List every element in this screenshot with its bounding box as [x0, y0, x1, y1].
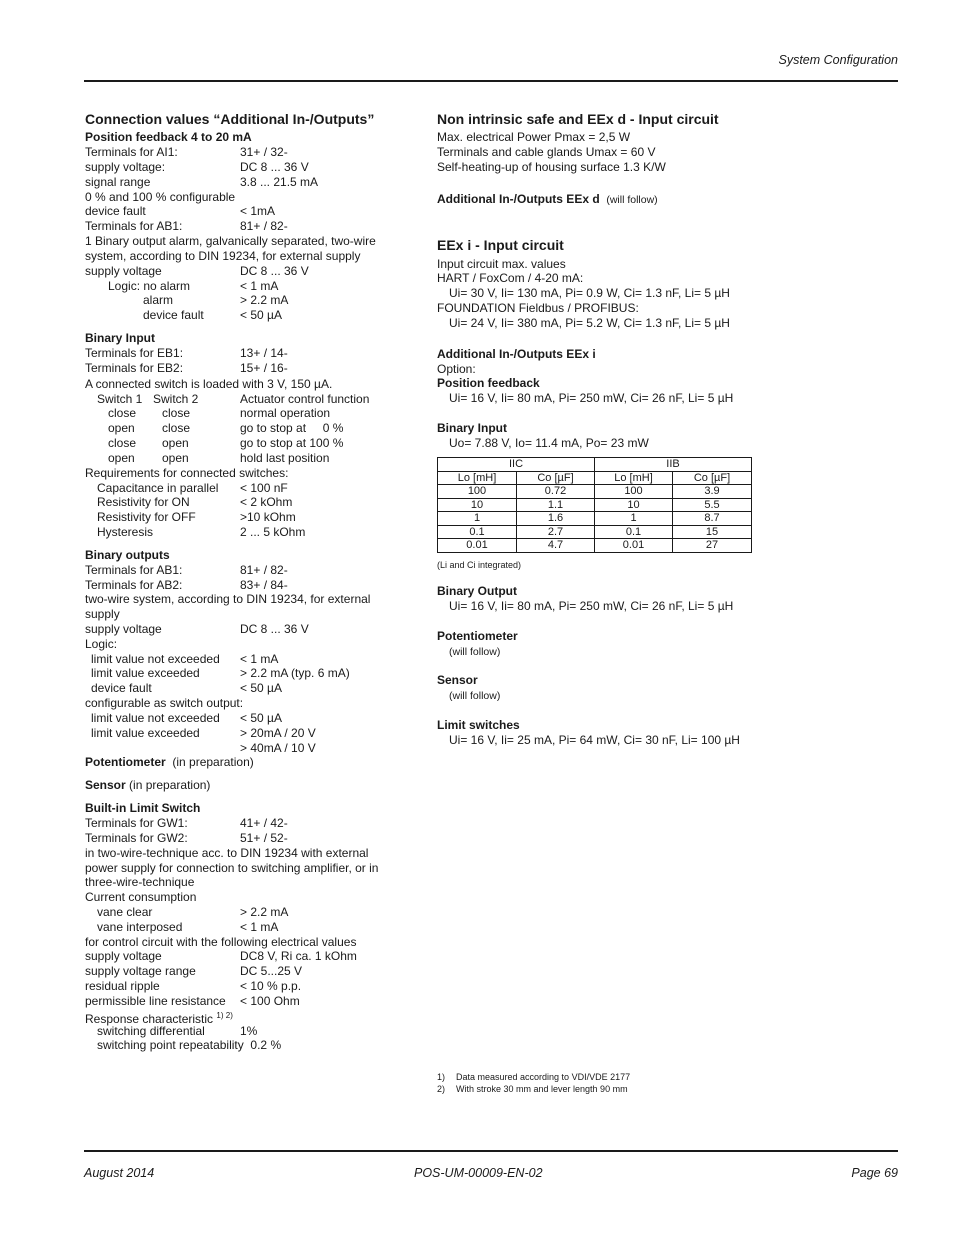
group-iib: IIB [595, 458, 752, 472]
bo-desc-line1: two-wire system, according to DIN 19234, for external [85, 592, 371, 606]
footnote-2-mark: 2) [437, 1084, 446, 1094]
vi-label: vane interposed [97, 920, 183, 934]
table-cell: 27 [673, 539, 752, 553]
sensor-heading: Sensor [437, 673, 478, 687]
switch-loaded-line: A connected switch is loaded with 3 V, 150 µA. [85, 377, 333, 391]
table-cell: 8.7 [673, 512, 752, 526]
switch-row-cell: open [162, 436, 189, 450]
gw-desc-line1: in two-wire-technique acc. to DIN 19234 with external [85, 846, 369, 860]
bo-sw-exc-label: limit value exceeded [91, 726, 200, 740]
table-header: Lo [mH] [438, 471, 517, 485]
bo-switch-conf: configurable as switch output: [85, 696, 244, 710]
req-heading: Requirements for connected switches: [85, 466, 289, 480]
bi-heading: Binary Input [437, 421, 508, 435]
switch-row-cell: open [162, 451, 189, 465]
devfault-label: device fault [143, 308, 204, 322]
bo-sw-not-label: limit value not exceeded [91, 711, 220, 725]
bo-lv-not-label: limit value not exceeded [91, 652, 220, 666]
ls-sv-label: supply voltage [85, 949, 162, 963]
footer-page-number: Page 69 [851, 1166, 898, 1180]
ls-svr-value: DC 5...25 V [240, 964, 303, 978]
potentiometer-label: Potentiometer [85, 755, 166, 769]
df-label: device fault [85, 204, 146, 218]
eb1-label: Terminals for EB1: [85, 346, 184, 360]
table-cell: 100 [595, 485, 673, 499]
resp-label: Response characteristic [85, 1012, 214, 1026]
footnote-1-mark: 1) [437, 1072, 446, 1082]
alarm-label: alarm [143, 293, 174, 307]
sv1-label: supply voltage: [85, 160, 166, 174]
table-row [438, 485, 752, 499]
bo-sw-not-value: < 50 µA [240, 711, 282, 725]
req-label: Resistivity for ON [97, 495, 190, 509]
req-value: 2 ... 5 kOhm [240, 525, 306, 539]
aio-eexd-heading: Additional In-/Outputs EEx d [437, 192, 600, 206]
eexi-line5: Ui= 24 V, Ii= 380 mA, Pi= 5.2 W, Ci= 1.3 nF, Li= 5 µH [449, 316, 730, 330]
bi-values: Uo= 7.88 V, Io= 11.4 mA, Po= 23 mW [449, 436, 649, 450]
aio-eexd-line [437, 192, 658, 208]
footer-date: August 2014 [84, 1166, 155, 1180]
table-row [438, 498, 752, 512]
eb2-value: 15+ / 16- [240, 361, 288, 375]
sensor-note: (in preparation) [129, 778, 211, 792]
table-cell: 1.6 [517, 512, 595, 526]
gw1-value: 41+ / 42- [240, 816, 288, 830]
limit-switch-heading: Built-in Limit Switch [85, 801, 201, 815]
footer-doc-id: POS-UM-00009-EN-02 [414, 1166, 543, 1180]
gw1-label: Terminals for GW1: [85, 816, 188, 830]
bo-sv-label: supply voltage [85, 622, 162, 636]
bo-ab1-label: Terminals for AB1: [85, 563, 183, 577]
sensor-note: (will follow) [449, 690, 501, 702]
ls-values: Ui= 16 V, Ii= 25 mA, Pi= 64 mW, Ci= 30 nF, Li= 100 µH [449, 733, 740, 747]
table-cell: 1 [438, 512, 517, 526]
ls-rr-value: < 10 % p.p. [240, 979, 302, 993]
table-row [438, 539, 752, 553]
bo-values: Ui= 16 V, Ii= 80 mA, Pi= 250 mW, Ci= 26 nF, Li= 5 µH [449, 599, 734, 613]
cc-heading: Current consumption [85, 890, 197, 904]
conf-line: 0 % and 100 % configurable [85, 190, 236, 204]
nis-heading: Non intrinsic safe and EEx d - Input circuit [437, 111, 719, 127]
switch-row-cell: open [108, 451, 135, 465]
req-value: >10 kOhm [240, 510, 296, 524]
gw-desc-line3: three-wire-technique [85, 875, 195, 889]
switch-row-cell: go to stop at 100 % [240, 436, 344, 450]
switch-row-cell: normal operation [240, 406, 331, 420]
req-label: Resistivity for OFF [97, 510, 196, 524]
table-cell: 1 [595, 512, 673, 526]
binary-input-heading: Binary Input [85, 331, 156, 345]
bottom-rule [84, 1150, 898, 1152]
bo-desc-line2: supply [85, 607, 120, 621]
group-iic: IIC [438, 458, 595, 472]
spr-value: 0.2 % [250, 1038, 282, 1052]
req-value: < 100 nF [240, 481, 288, 495]
ai1-label: Terminals for AI1: [85, 145, 178, 159]
switch-row-cell: go to stop at 0 % [240, 421, 344, 435]
nis-line3: Self-heating-up of housing surface 1.3 K/W [437, 160, 666, 174]
bin-alarm-line1: 1 Binary output alarm, galvanically separated, two-wire [85, 234, 376, 248]
vi-value: < 1 mA [240, 920, 279, 934]
sd-label: switching differential [97, 1024, 205, 1038]
switch2-header: Switch 2 [153, 392, 199, 406]
lc-table-wrap [437, 457, 752, 553]
eb2-label: Terminals for EB2: [85, 361, 184, 375]
eb1-value: 13+ / 14- [240, 346, 288, 360]
ls-rr-label: residual ripple [85, 979, 160, 993]
spr-label: switching point repeatability [97, 1038, 244, 1052]
ab1-value: 81+ / 82- [240, 219, 288, 233]
left-column [85, 0, 415, 1235]
switch-row-cell: close [108, 436, 137, 450]
nis-line2: Terminals and cable glands Umax = 60 V [437, 145, 656, 159]
ls-sv-value: DC8 V, Ri ca. 1 kOhm [240, 949, 357, 963]
alarm-value: > 2.2 mA [240, 293, 289, 307]
eexi-heading: EEx i - Input circuit [437, 237, 564, 253]
devfault-value: < 50 µA [240, 308, 282, 322]
bo-df-value: < 50 µA [240, 681, 282, 695]
eexi-line1: Input circuit max. values [437, 257, 566, 271]
pos-feedback-heading: Position feedback 4 to 20 mA [85, 130, 252, 144]
table-group-row [438, 458, 752, 472]
table-cell: 15 [673, 525, 752, 539]
table-cell: 0.1 [595, 525, 673, 539]
table-note: (Li and Ci integrated) [437, 560, 522, 570]
gw2-label: Terminals for GW2: [85, 831, 188, 845]
spr-line [97, 1038, 281, 1053]
eexi-line3: Ui= 30 V, Ii= 130 mA, Pi= 0.9 W, Ci= 1.3 nF, Li= 5 µH [449, 286, 730, 300]
bo-ab2-label: Terminals for AB2: [85, 578, 183, 592]
switch1-header: Switch 1 [97, 392, 143, 406]
sv2-label: supply voltage [85, 264, 162, 278]
ls-plr-label: permissible line resistance [85, 994, 226, 1008]
switch-row-cell: open [108, 421, 135, 435]
sd-value: 1% [240, 1024, 258, 1038]
table-cell: 5.5 [673, 498, 752, 512]
bo-logic: Logic: [85, 637, 118, 651]
table-cell: 10 [595, 498, 673, 512]
table-header: Co [µF] [673, 471, 752, 485]
function-header: Actuator control function [240, 392, 370, 406]
logic-noalarm-label: Logic: no alarm [108, 279, 191, 293]
bo-lv-exc-label: limit value exceeded [91, 666, 200, 680]
ctrl-circuit-line: for control circuit with the following electrical values [85, 935, 357, 949]
sensor-label: Sensor [85, 778, 126, 792]
eexi-line4: FOUNDATION Fieldbus / PROFIBUS: [437, 301, 639, 315]
table-cell: 2.7 [517, 525, 595, 539]
table-cell: 3.9 [673, 485, 752, 499]
potentiometer-note: (in preparation) [172, 755, 254, 769]
table-cell: 0.01 [438, 539, 517, 553]
section-title: Connection values “Additional In-/Outputs” [85, 111, 375, 127]
aio-eexd-note: (will follow) [606, 194, 658, 206]
ab1-label: Terminals for AB1: [85, 219, 183, 233]
sr-label: signal range [85, 175, 151, 189]
nis-line1: Max. electrical Power Pmax = 2,5 W [437, 130, 631, 144]
ls-heading: Limit switches [437, 718, 520, 732]
table-row [438, 512, 752, 526]
df-value: < 1mA [240, 204, 276, 218]
table-header-row [438, 471, 752, 485]
req-value: < 2 kOhm [240, 495, 293, 509]
bo-sw-exc-value: > 20mA / 20 V [240, 726, 316, 740]
switch-row-cell: close [162, 421, 191, 435]
pot-note: (will follow) [449, 646, 501, 658]
potentiometer-line [85, 755, 254, 770]
lc-table [437, 457, 752, 553]
bo-df-label: device fault [91, 681, 152, 695]
ai1-value: 31+ / 32- [240, 145, 288, 159]
logic-noalarm-value: < 1 mA [240, 279, 279, 293]
table-header: Lo [mH] [595, 471, 673, 485]
resp-footnote-ref: 1) 2) [216, 1011, 233, 1020]
switch-row-cell: close [162, 406, 191, 420]
sv1-value: DC 8 ... 36 V [240, 160, 309, 174]
table-row [438, 525, 752, 539]
sensor-line [85, 778, 210, 793]
bo-heading: Binary Output [437, 584, 517, 598]
req-label: Capacitance in parallel [97, 481, 219, 495]
pot-heading: Potentiometer [437, 629, 518, 643]
pf-values: Ui= 16 V, Ii= 80 mA, Pi= 250 mW, Ci= 26 nF, Li= 5 µH [449, 391, 734, 405]
ls-plr-value: < 100 Ohm [240, 994, 300, 1008]
option-line: Option: [437, 362, 476, 376]
bo-sw-exc-value2: > 40mA / 10 V [240, 741, 316, 755]
table-cell: 0.01 [595, 539, 673, 553]
bo-sv-value: DC 8 ... 36 V [240, 622, 309, 636]
table-header: Co [µF] [517, 471, 595, 485]
bo-lv-not-value: < 1 mA [240, 652, 279, 666]
binary-outputs-heading: Binary outputs [85, 548, 170, 562]
bo-lv-exc-value: > 2.2 mA (typ. 6 mA) [240, 666, 350, 680]
bin-alarm-line2: system, according to DIN 19234, for external supply [85, 249, 361, 263]
eexi-line2: HART / FoxCom / 4-20 mA: [437, 271, 584, 285]
ls-svr-label: supply voltage range [85, 964, 196, 978]
table-cell: 0.1 [438, 525, 517, 539]
table-cell: 0.72 [517, 485, 595, 499]
req-label: Hysteresis [97, 525, 154, 539]
pf-heading: Position feedback [437, 376, 540, 390]
footnote-1-text: Data measured according to VDI/VDE 2177 [456, 1072, 631, 1082]
vc-value: > 2.2 mA [240, 905, 289, 919]
running-header: System Configuration [778, 53, 898, 67]
vc-label: vane clear [97, 905, 153, 919]
table-cell: 1.1 [517, 498, 595, 512]
switch-row-cell: close [108, 406, 137, 420]
gw2-value: 51+ / 52- [240, 831, 288, 845]
bo-ab2-value: 83+ / 84- [240, 578, 288, 592]
gw-desc-line2: power supply for connection to switching amplifier, or in [85, 861, 379, 875]
table-cell: 10 [438, 498, 517, 512]
sr-value: 3.8 ... 21.5 mA [240, 175, 319, 189]
sv2-value: DC 8 ... 36 V [240, 264, 309, 278]
aio-eexi-heading: Additional In-/Outputs EEx i [437, 347, 596, 361]
switch-row-cell: hold last position [240, 451, 330, 465]
footnote-2-text: With stroke 30 mm and lever length 90 mm [456, 1084, 628, 1094]
table-cell: 4.7 [517, 539, 595, 553]
right-column [437, 0, 897, 1235]
bo-ab1-value: 81+ / 82- [240, 563, 288, 577]
table-cell: 100 [438, 485, 517, 499]
